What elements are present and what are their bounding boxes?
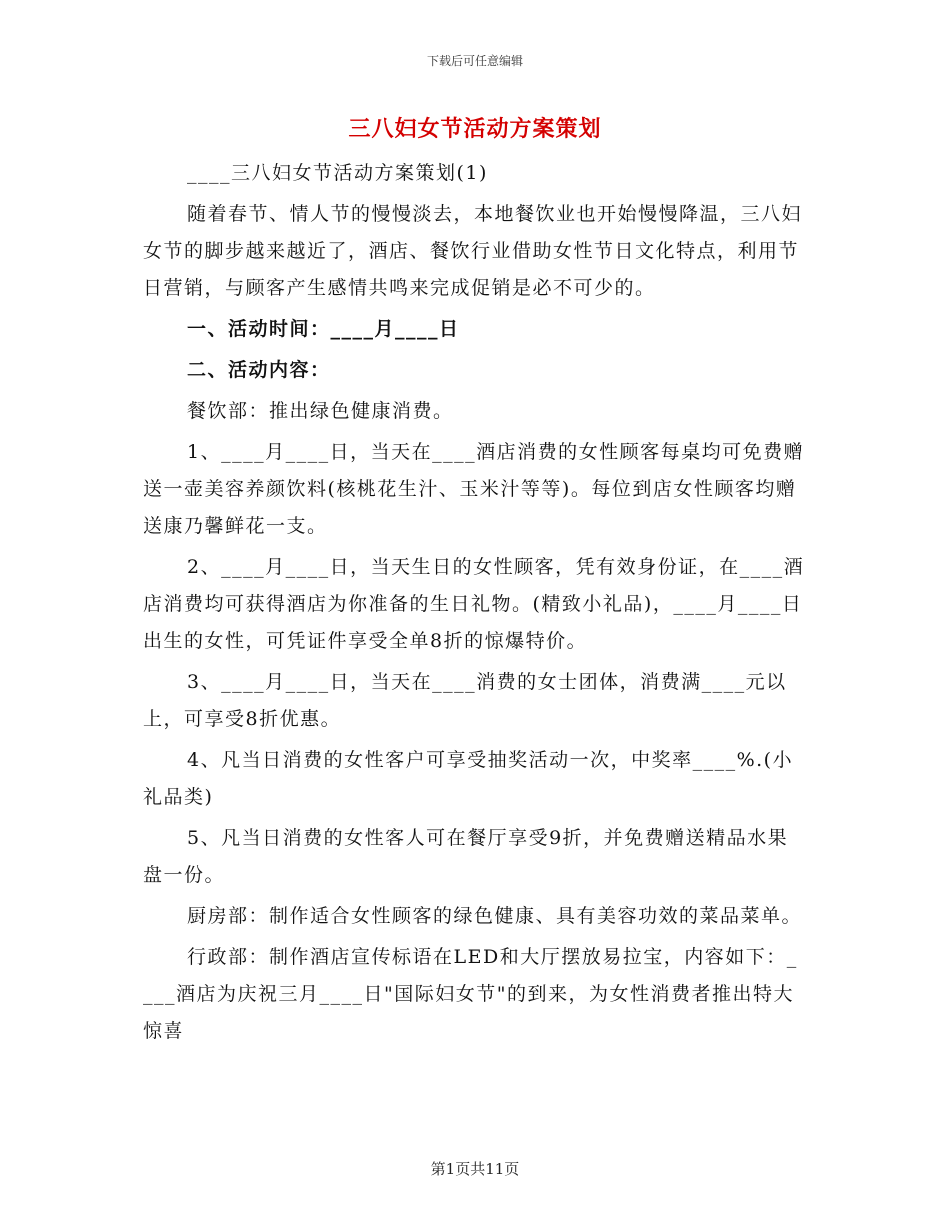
header-note: 下载后可任意编辑 [426,54,523,68]
paragraph-intro: 随着春节、情人节的慢慢淡去，本地餐饮业也开始慢慢降温，三八妇女节的脚步越来越近了，酒店、餐饮行业借助女性节日文化特点，利用节日营销，与顾客产生感情共鸣来完成促销是必不可少的。 [143,203,803,299]
paragraph-subtitle: ____三八妇女节活动方案策划(1) [187,162,488,184]
document-body [143,155,807,1054]
list-item-4: 4、凡当日消费的女性客户可享受抽奖活动一次，中奖率____%.(小礼品类) [143,749,794,808]
list-item-3: 3、____月____日，当天在____消费的女士团体，消费满____元以上，可享受8折优惠。 [143,671,787,730]
list-item-1: 1、____月____日，当天在____酒店消费的女性顾客每桌均可免费赠送一壶美容养颜饮料(核桃花生汁、玉米汁等等)。每位到店女性顾客均赠送康乃馨鲜花一支。 [143,441,805,537]
list-item-2: 2、____月____日，当天生日的女性顾客，凭有效身份证，在____酒店消费均可获得酒店为你准备的生日礼物。(精致小礼品)，____月____日出生的女性，可凭证件享受全单8折的惊爆特价。 [143,556,805,652]
document-title: 三八妇女节活动方案策划 [348,116,602,142]
page-footer: 第1页共11页 [430,1160,520,1178]
list-item-5: 5、凡当日消费的女性客人可在餐厅享受9折，并免费赠送精品水果盘一份。 [143,827,789,886]
paragraph-admin: 行政部：制作酒店宣传标语在LED和大厅摆放易拉宝，内容如下：____酒店为庆祝三月____日"国际妇女节"的到来，为女性消费者推出特大惊喜 [143,946,798,1042]
paragraph-catering: 餐饮部：推出绿色健康消费。 [187,400,454,422]
section-heading-time: 一、活动时间：____月____日 [187,318,460,340]
section-heading-content: 二、活动内容： [187,359,331,381]
paragraph-kitchen: 厨房部：制作适合女性顾客的绿色健康、具有美容功效的菜品菜单。 [187,905,803,927]
